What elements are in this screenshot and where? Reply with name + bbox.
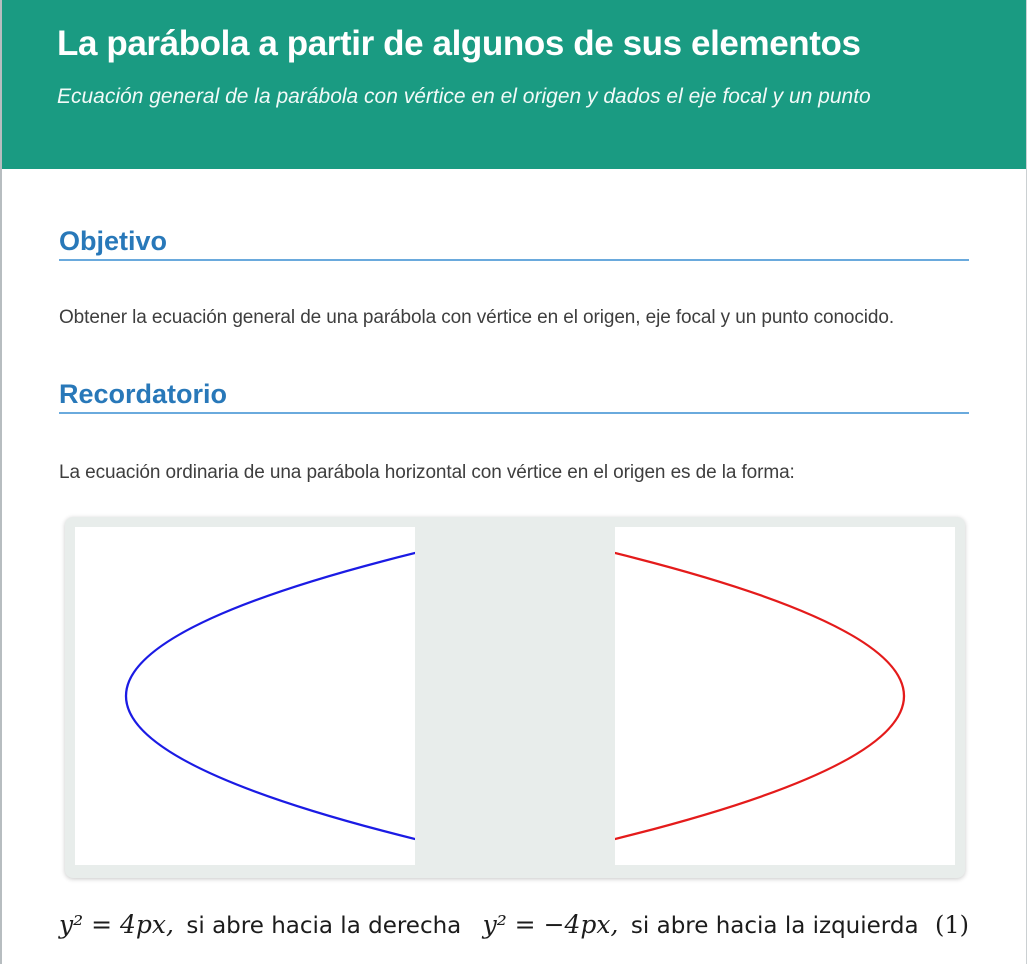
equation-left-opening-caption: si abre hacia la izquierda (630, 913, 919, 939)
equation-right-opening (59, 910, 461, 939)
equation-left-opening-formula: y² = −4px, (482, 910, 619, 939)
section-heading-recordatorio: Recordatorio (59, 379, 969, 414)
section-heading-objetivo: Objetivo (59, 226, 969, 261)
red-parabola-curve (615, 553, 904, 839)
blue-parabola-plot (75, 527, 415, 865)
recordatorio-paragraph: La ecuación ordinaria de una parábola horizontal con vértice en el origen es de la forma: (59, 462, 795, 483)
equation-line (59, 910, 969, 939)
objetivo-paragraph: Obtener la ecuación general de una parábola con vértice en el origen, eje focal y un punto conocido. (59, 307, 895, 328)
page-subtitle: Ecuación general de la parábola con vértice en el origen y dados el eje focal y un punto (57, 85, 871, 108)
equation-left-opening (483, 910, 969, 939)
equation-number: (1) (935, 911, 969, 939)
content-area (2, 226, 1026, 939)
equation-right-opening-formula: y² = 4px, (59, 910, 174, 939)
plot-parabola-opens-right (75, 527, 415, 865)
parabolas-figure (65, 517, 965, 878)
equation-right-opening-caption: si abre hacia la derecha (186, 913, 462, 939)
header-banner (2, 0, 1026, 169)
red-parabola-plot (615, 527, 955, 865)
page-title: La parábola a partir de algunos de sus elementos (57, 24, 861, 63)
plot-parabola-opens-left (615, 527, 955, 865)
blue-parabola-curve (126, 553, 415, 839)
